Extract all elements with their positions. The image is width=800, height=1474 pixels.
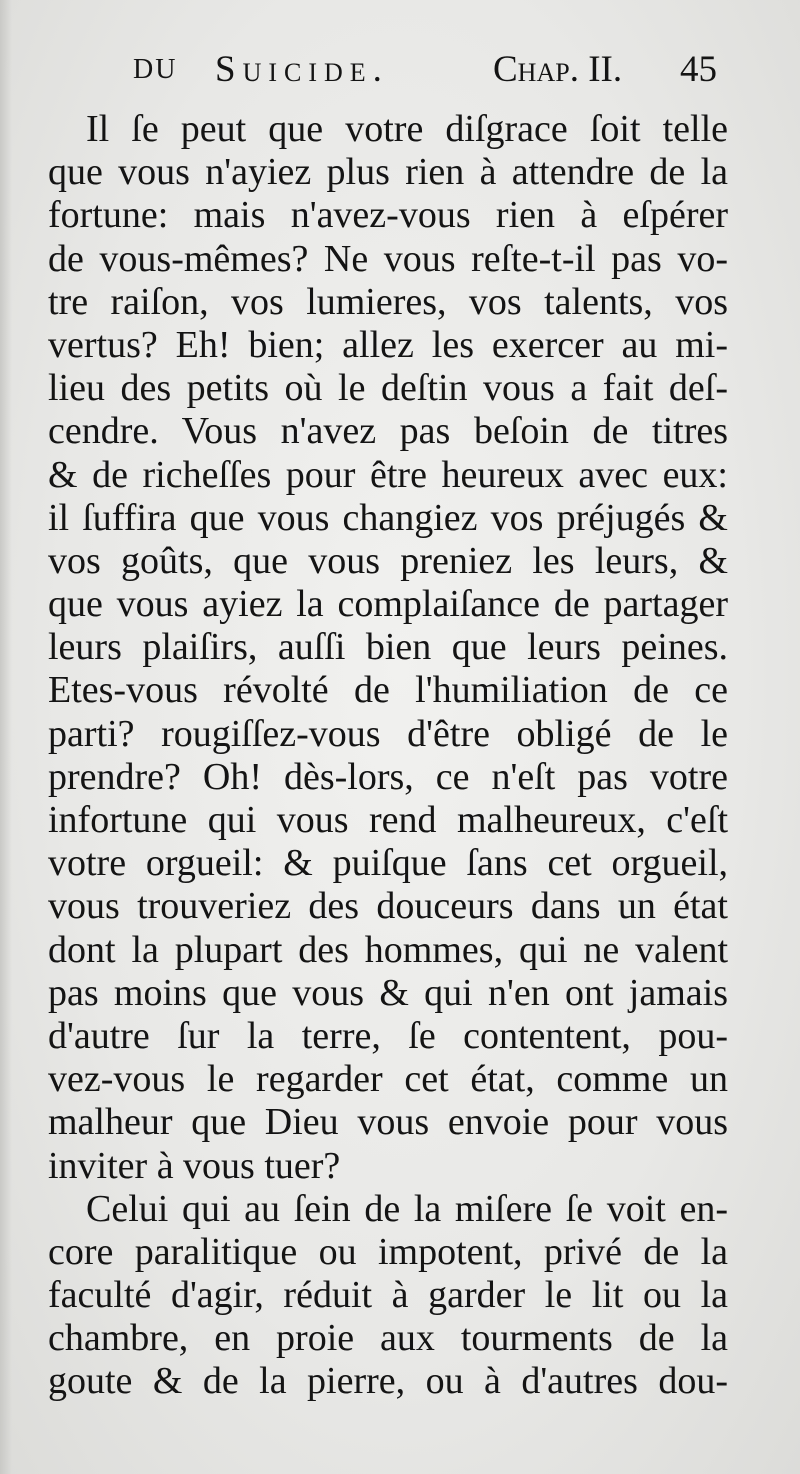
text-line: vertus? Eh! bien; allez les exercer au mi- [48,323,728,366]
text-line: goute & de la pierre, ou à d'autres dou- [48,1360,728,1403]
running-head [133,42,733,98]
page-edge-shadow [0,0,12,1474]
text-line: Etes-vous révolté de l'humiliation de ce [48,669,728,712]
text-line: lieu des petits où le deſtin vous a fait deſ- [48,367,728,410]
text-line: dont la plupart des hommes, qui ne valent [48,928,728,971]
body-text [48,108,728,1404]
running-head-chapter: Chap. II. [493,49,623,90]
text-line: votre orgueil: & puiſque ſans cet orgueil, [48,842,728,885]
text-line: parti? rougiſſez-vous d'être obligé de le [48,712,728,755]
text-line: de vous-mêmes? Ne vous reſte-t-il pas vo- [48,237,728,280]
text-line: inviter à vous tuer? [48,1144,341,1187]
text-line: cendre. Vous n'avez pas beſoin de titres [48,410,728,453]
running-head-title: Suicide. [215,49,389,90]
text-line: & de richeſſes pour être heureux avec eux: [48,453,728,496]
text-line: que vous ayiez la complaiſance de partager [48,583,728,626]
page-number: 45 [680,49,717,90]
text-line: fortune: mais n'avez-vous rien à eſpérer [48,194,728,237]
text-line: infortune qui vous rend malheureux, c'eſt [48,799,728,841]
text-line: malheur que Dieu vous envoie pour vous [48,1101,728,1144]
running-head-du: DU [133,54,178,85]
text-line: Celui qui au ſein de la miſere ſe voit en- [86,1187,728,1230]
text-line: d'autre ſur la terre, ſe contentent, pou- [48,1014,728,1057]
text-line: faculté d'agir, réduit à garder le lit ou la [48,1274,728,1317]
text-line: que vous n'ayiez plus rien à attendre de la [48,151,728,194]
text-line: tre raiſon, vos lumieres, vos talents, vos [48,280,728,323]
text-line: vous trouveriez des douceurs dans un état [48,885,728,928]
text-line: chambre, en proie aux tourments de la [48,1317,728,1360]
text-line: Il ſe peut que votre diſgrace ſoit telle [86,108,728,150]
text-line: prendre? Oh! dès-lors, ce n'eſt pas votre [48,755,728,798]
text-line: core paralitique ou impotent, privé de la [48,1230,728,1273]
text-line: il ſuffira que vous changiez vos préjugés & [48,496,728,539]
text-line: vez-vous le regarder cet état, comme un [48,1058,728,1101]
text-line: vos goûts, que vous preniez les leurs, & [48,539,728,582]
text-line: pas moins que vous & qui n'en ont jamais [48,971,728,1014]
text-line: leurs plaiſirs, auſſi bien que leurs peines. [48,626,728,669]
